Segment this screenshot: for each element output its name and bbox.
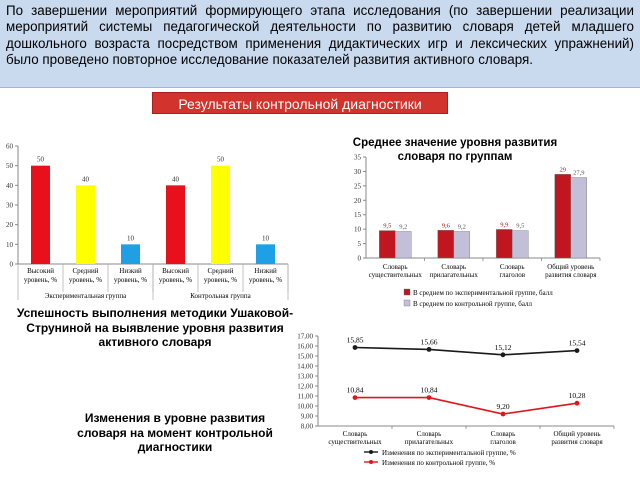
y-tick-label: 40: [6, 181, 13, 190]
data-value-label: 15,54: [568, 338, 586, 348]
data-value-label: 15,85: [346, 335, 364, 345]
group-label: Контрольная группа: [190, 292, 251, 300]
intro-paragraph: По завершении мероприятий формирующего этапа исследования (по завершении реализации мероприятий системы педагогической деятельности по развитию словаря детей младшего дошкольного возраста посредством применения дидактических игр и лексических упражнений) было проведено повторное исследование показателей развития активного словаря.: [0, 0, 640, 88]
caption-ushakova-method: Успешность выполнения методики Ушаковой-Струниной на выявление уровня развития активного словаря: [16, 306, 294, 349]
y-tick-label: 11,00: [297, 392, 313, 401]
legend-label: В среднем по контрольной группе, балл: [413, 300, 532, 308]
y-tick-label: 15,00: [297, 352, 313, 361]
y-tick-label: 17,00: [297, 332, 313, 341]
y-tick-label: 14,00: [297, 362, 313, 371]
data-value-label: 10,84: [346, 385, 364, 395]
bar-value-label: 9,5: [383, 222, 392, 230]
bar-value-label: 40: [82, 175, 89, 184]
bar-value-label: 9,6: [441, 222, 450, 230]
data-point: [353, 345, 358, 350]
bar-value-label: 9,9: [500, 221, 509, 229]
bar-value-label: 29: [559, 166, 566, 174]
y-tick-label: 30: [6, 201, 13, 210]
bar-value-label: 9,5: [516, 222, 525, 230]
category-label: Общий уровень развития словаря: [545, 263, 597, 279]
y-tick-label: 8,00: [300, 422, 313, 431]
legend-marker: [369, 460, 373, 464]
data-point: [575, 401, 580, 406]
category-label: Низкий уровень, %: [248, 267, 283, 284]
bar-value-label: 9,2: [457, 223, 466, 231]
y-tick-label: 10: [6, 240, 13, 249]
category-label: Словарь глаголов: [490, 430, 516, 446]
y-tick-label: 10,00: [297, 402, 313, 411]
y-tick-label: 20: [354, 196, 361, 205]
category-label: Словарь глаголов: [499, 263, 526, 279]
y-tick-label: 25: [354, 182, 361, 191]
legend-marker: [369, 450, 373, 454]
bar-value-label: 9,2: [399, 223, 408, 231]
data-point: [575, 348, 580, 353]
bar-value-label: 10: [127, 234, 134, 243]
chart-title-average: Среднее значение уровня развития словаря по группам: [352, 137, 558, 163]
series-line: [355, 398, 577, 414]
data-value-label: 15,12: [494, 342, 512, 352]
legend-label: Изменения по экспериментальной группе, %: [382, 449, 516, 457]
data-value-label: 9,20: [496, 402, 510, 411]
bar-value-label: 10: [262, 234, 269, 243]
category-label: Средний уровень, %: [68, 267, 103, 284]
data-value-label: 15,66: [420, 337, 438, 347]
data-value-label: 10,84: [420, 385, 438, 395]
category-label: Общий уровень развития словаря: [551, 430, 603, 446]
y-tick-label: 0: [357, 254, 361, 263]
results-banner: Результаты контрольной диагностики: [152, 92, 448, 114]
y-tick-label: 0: [9, 260, 13, 269]
y-tick-label: 10: [354, 225, 361, 234]
data-point: [427, 347, 432, 352]
y-tick-label: 16,00: [297, 342, 313, 351]
series-line: [355, 348, 577, 355]
data-value-label: 10,28: [568, 391, 586, 401]
bar-value-label: 50: [37, 155, 44, 164]
data-point: [501, 352, 506, 357]
y-tick-label: 5: [357, 240, 361, 249]
y-tick-label: 60: [6, 142, 13, 151]
y-tick-label: 12,00: [297, 382, 313, 391]
legend-label: Изменения по контрольной группе, %: [382, 459, 496, 467]
legend-label: В среднем по экспериментальной группе, балл: [413, 289, 553, 297]
data-point: [353, 395, 358, 400]
y-tick-label: 30: [354, 167, 361, 176]
y-tick-label: 13,00: [297, 372, 313, 381]
category-label: Высокий уровень, %: [23, 267, 58, 284]
y-tick-label: 20: [6, 221, 13, 230]
category-label: Словарь существительных: [368, 263, 422, 279]
category-label: Словарь прилагательных: [429, 263, 478, 279]
category-label: Словарь прилагательных: [404, 430, 454, 446]
y-tick-label: 15: [354, 211, 361, 220]
caption-changes: Изменения в уровне развития словаря на момент контрольной диагностики: [77, 411, 273, 454]
bar-value-label: 50: [217, 155, 224, 164]
category-label: Средний уровень, %: [203, 267, 238, 284]
y-tick-label: 50: [6, 162, 13, 171]
y-tick-label: 9,00: [300, 412, 313, 421]
y-tick-label: 35: [354, 153, 361, 162]
group-label: Экспериментальная группа: [44, 292, 127, 300]
category-label: Низкий уровень, %: [113, 267, 148, 284]
data-point: [427, 395, 432, 400]
data-point: [501, 412, 506, 417]
category-label: Словарь существительных: [328, 430, 382, 446]
bar-value-label: 27,9: [573, 169, 585, 177]
category-label: Высокий уровень, %: [158, 267, 193, 284]
bar-value-label: 40: [172, 175, 179, 184]
